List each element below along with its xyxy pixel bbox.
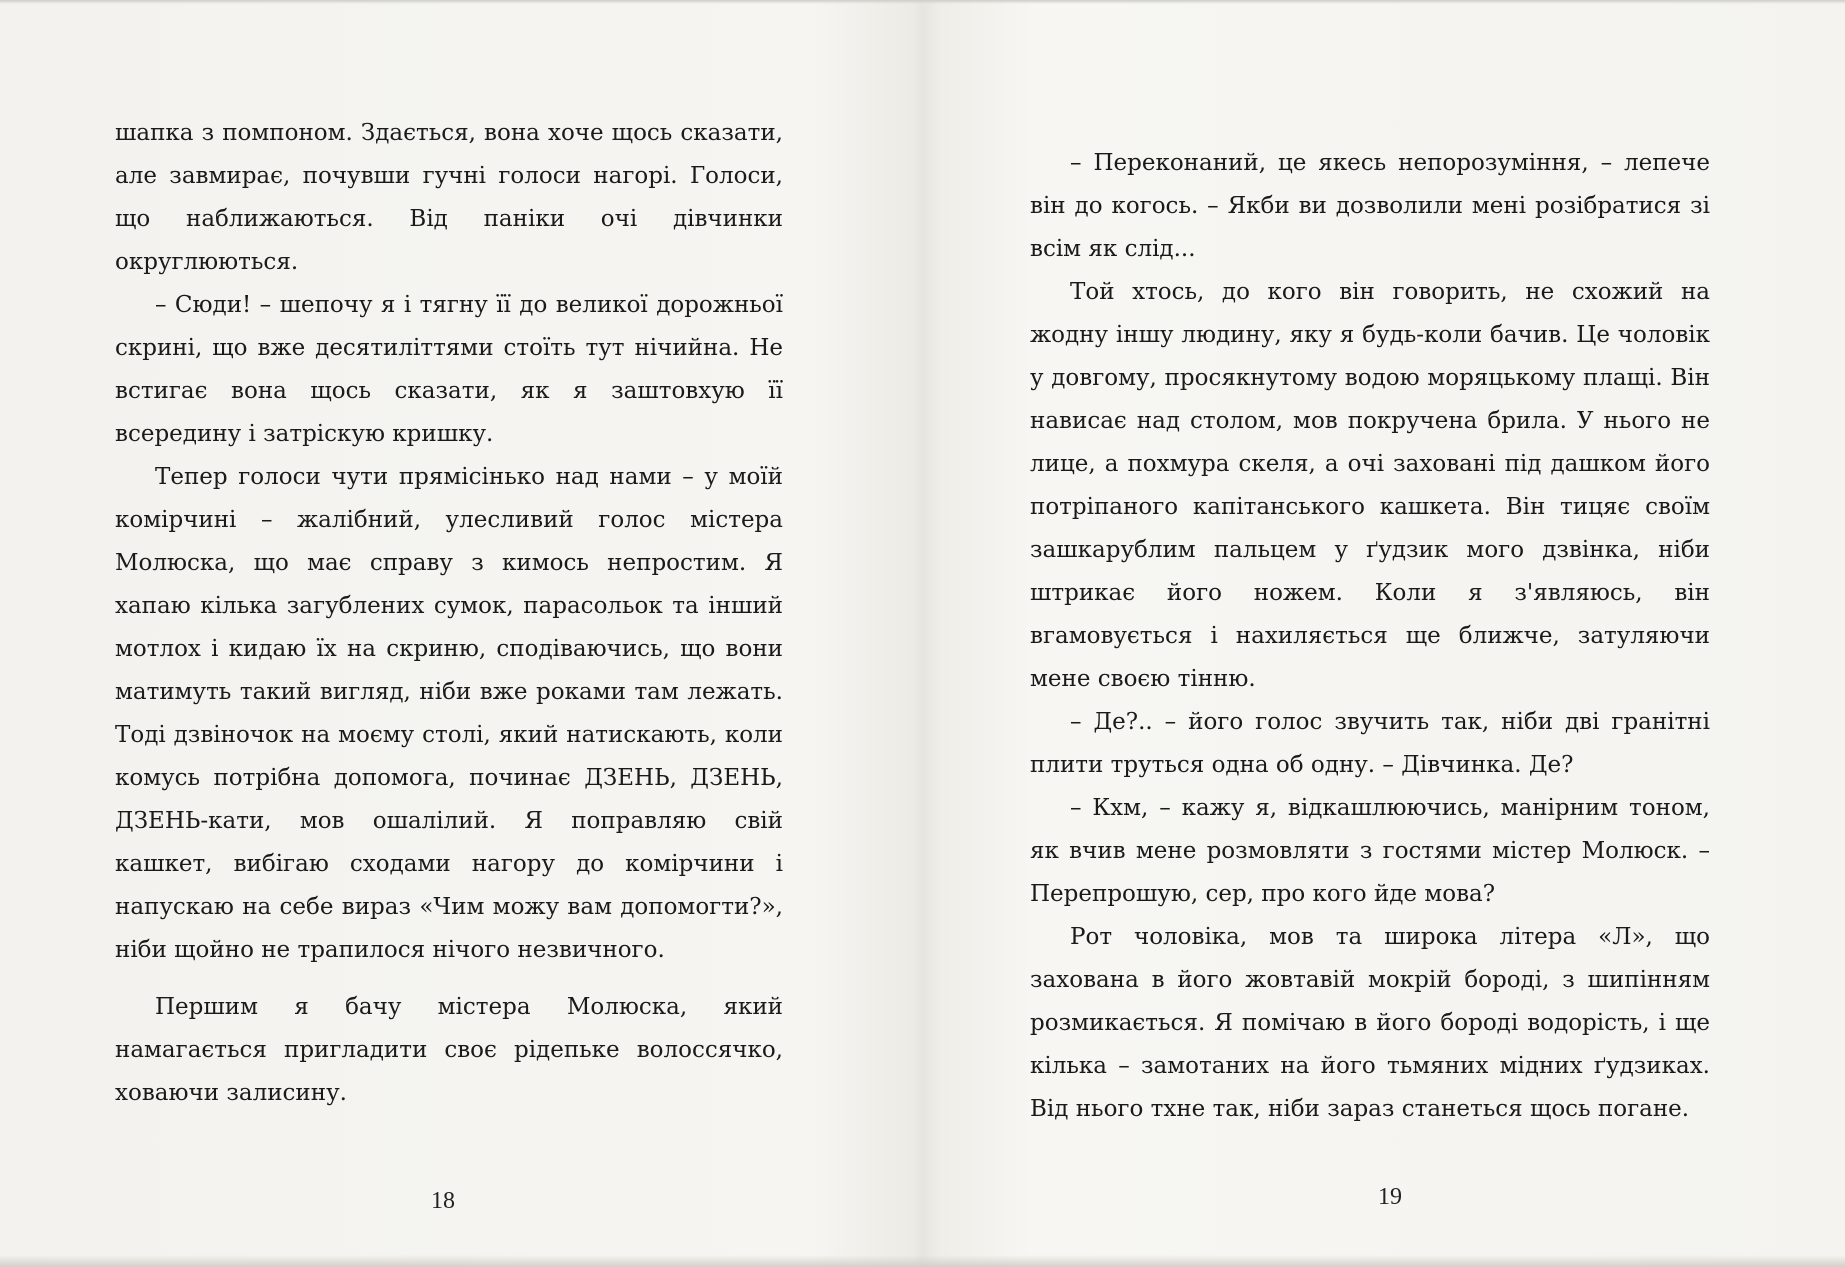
page-number: 18 bbox=[431, 1188, 455, 1214]
page-number: 19 bbox=[1378, 1184, 1402, 1210]
paragraph: – Кхм, – кажу я, відкашлюючись, манірним тоном, як вчив мене розмовляти з гостями містер Молюск. – Перепрошую, сер, про кого йде мова? bbox=[1030, 795, 1710, 907]
left-page-text bbox=[115, 112, 783, 1115]
paragraph: – Переконаний, це якесь непорозуміння, – лепече він до когось. – Якби ви дозволили мені розібратися зі всім як слід... bbox=[1030, 150, 1710, 262]
paragraph: – Сюди! – шепочу я і тягну її до великої дорожньої скрині, що вже десятиліттями стоїть тут нічийна. Не встигає вона щось сказати, як я заштовхую її всередину і затріскую кришку. bbox=[115, 292, 783, 447]
bottom-edge bbox=[0, 1255, 1845, 1267]
left-page bbox=[0, 0, 922, 1267]
right-page-text bbox=[1030, 142, 1710, 1131]
paragraph: Рот чоловіка, мов та широка літера «Л», що захована в його жовтавій мокрій бороді, з шипінням розмикається. Я помічаю в його бороді водорість, і ще кілька – замотаних на його тьмяних мідних ґудзиках. Від нього тхне так, ніби зараз станеться щось погане. bbox=[1030, 924, 1710, 1122]
right-page bbox=[923, 0, 1845, 1267]
paragraph: – Де?.. – його голос звучить так, ніби дві гранітні плити труться одна об одну. – Дівчинка. Де? bbox=[1030, 709, 1710, 778]
paragraph: Тепер голоси чути прямісінько над нами – у моїй комірчині – жалібний, улесливий голос містера Молюска, що має справу з кимось непростим. Я хапаю кілька загублених сумок, парасольок та інший мотлох і кидаю їх на скриню, сподіваючись, що вони матимуть такий вигляд, ніби вже роками там лежать. Тоді дзвіночок на моєму столі, який натискають, коли комусь потрібна допомога, починає ДЗЕНЬ, ДЗЕНЬ, ДЗЕНЬ-кати, мов ошалілий. Я поправляю свій кашкет, вибігаю сходами нагору до комірчини і напускаю на себе вираз «Чим можу вам допомогти?», ніби щойно не трапилося нічого незвичного. bbox=[115, 464, 783, 963]
paragraph: Той хтось, до кого він говорить, не схожий на жодну іншу людину, яку я будь-коли бачив. Це чоловік у довгому, просякнутому водою моряцькому плащі. Він нависає над столом, мов покручена брила. У нього не лице, а похмура скеля, а очі заховані під дашком його потріпаного капітанського кашкета. Він тицяє своїм зашкарублим пальцем у ґудзик мого дзвінка, ніби штрикає його ножем. Коли я з'являюсь, він вгамовується і нахиляється ще ближче, затуляючи мене своєю тінню. bbox=[1030, 279, 1710, 692]
paragraph: шапка з помпоном. Здається, вона хоче щось сказати, але завмирає, почувши гучні голоси нагорі. Голоси, що наближаються. Від паніки очі дівчинки округлюються. bbox=[115, 120, 783, 275]
paragraph: Першим я бачу містера Молюска, який намагається пригладити своє рідепьке волоссячко, ховаючи залисину. bbox=[115, 994, 783, 1106]
